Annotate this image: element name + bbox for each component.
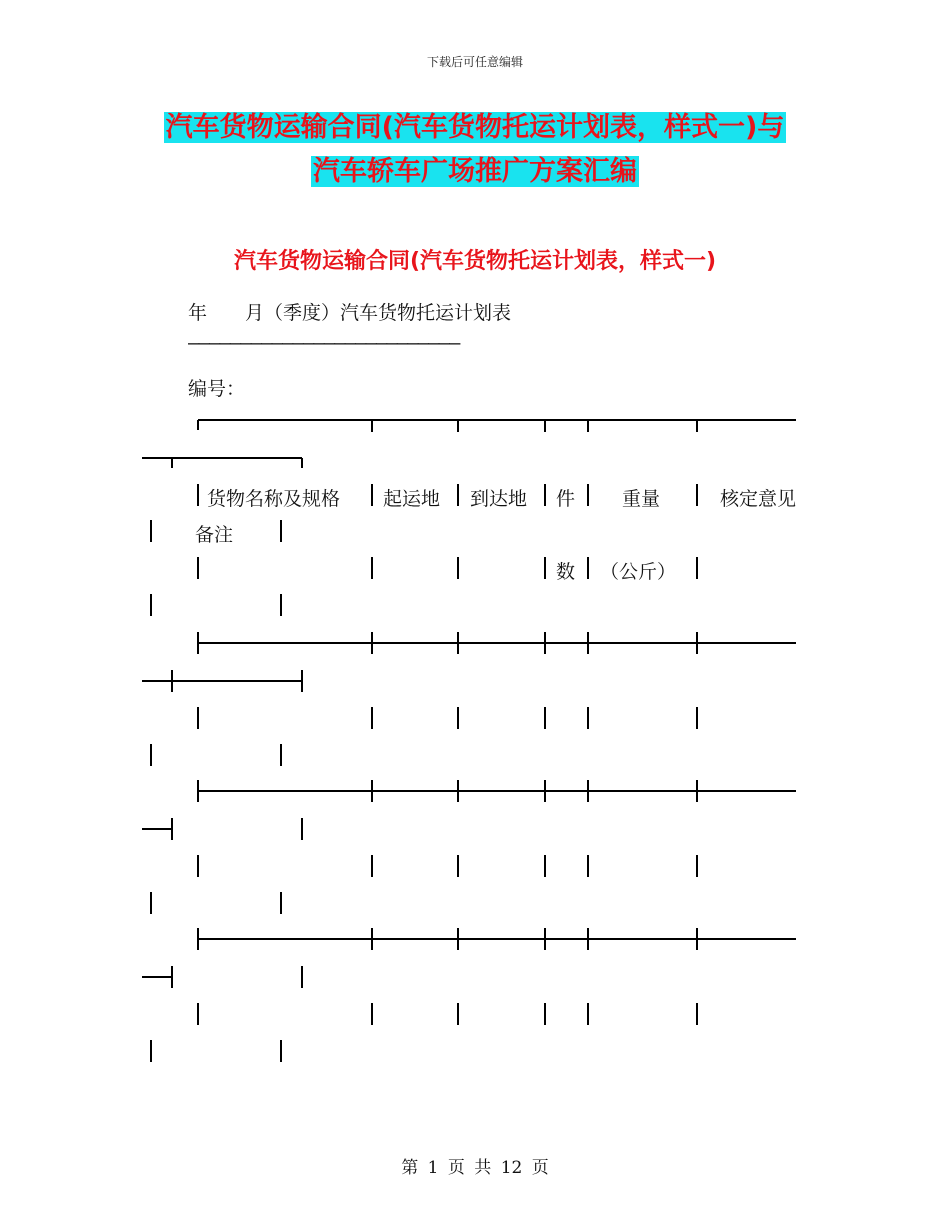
main-title-line-1: 汽车货物运输合同(汽车货物托运计划表，样式一)与 xyxy=(165,112,785,143)
header-count-bottom: 数 xyxy=(556,561,576,583)
header-weight-top: 重量 xyxy=(622,488,661,510)
page-footer: 第 1 页 共 12 页 xyxy=(401,1158,549,1178)
header-count-top: 件 xyxy=(556,488,576,510)
section-title: 汽车货物运输合同(汽车货物托运计划表，样式一) xyxy=(233,249,717,274)
plan-heading: 年 月（季度）汽车货物托运计划表 xyxy=(188,302,512,324)
header-approval: 核定意见 xyxy=(720,488,797,510)
header-remarks: 备注 xyxy=(195,524,234,546)
serial-label: 编号： xyxy=(188,378,246,400)
dash-rule: —————————————————————————— xyxy=(188,332,460,354)
header-destination: 到达地 xyxy=(470,488,528,510)
header-cargo-name: 货物名称及规格 xyxy=(207,488,341,510)
header-origin: 起运地 xyxy=(383,488,441,510)
header-note: 下载后可任意编辑 xyxy=(426,55,523,69)
main-title-line-2: 汽车轿车广场推广方案汇编 xyxy=(313,156,637,187)
header-weight-bottom: （公斤） xyxy=(600,561,677,583)
